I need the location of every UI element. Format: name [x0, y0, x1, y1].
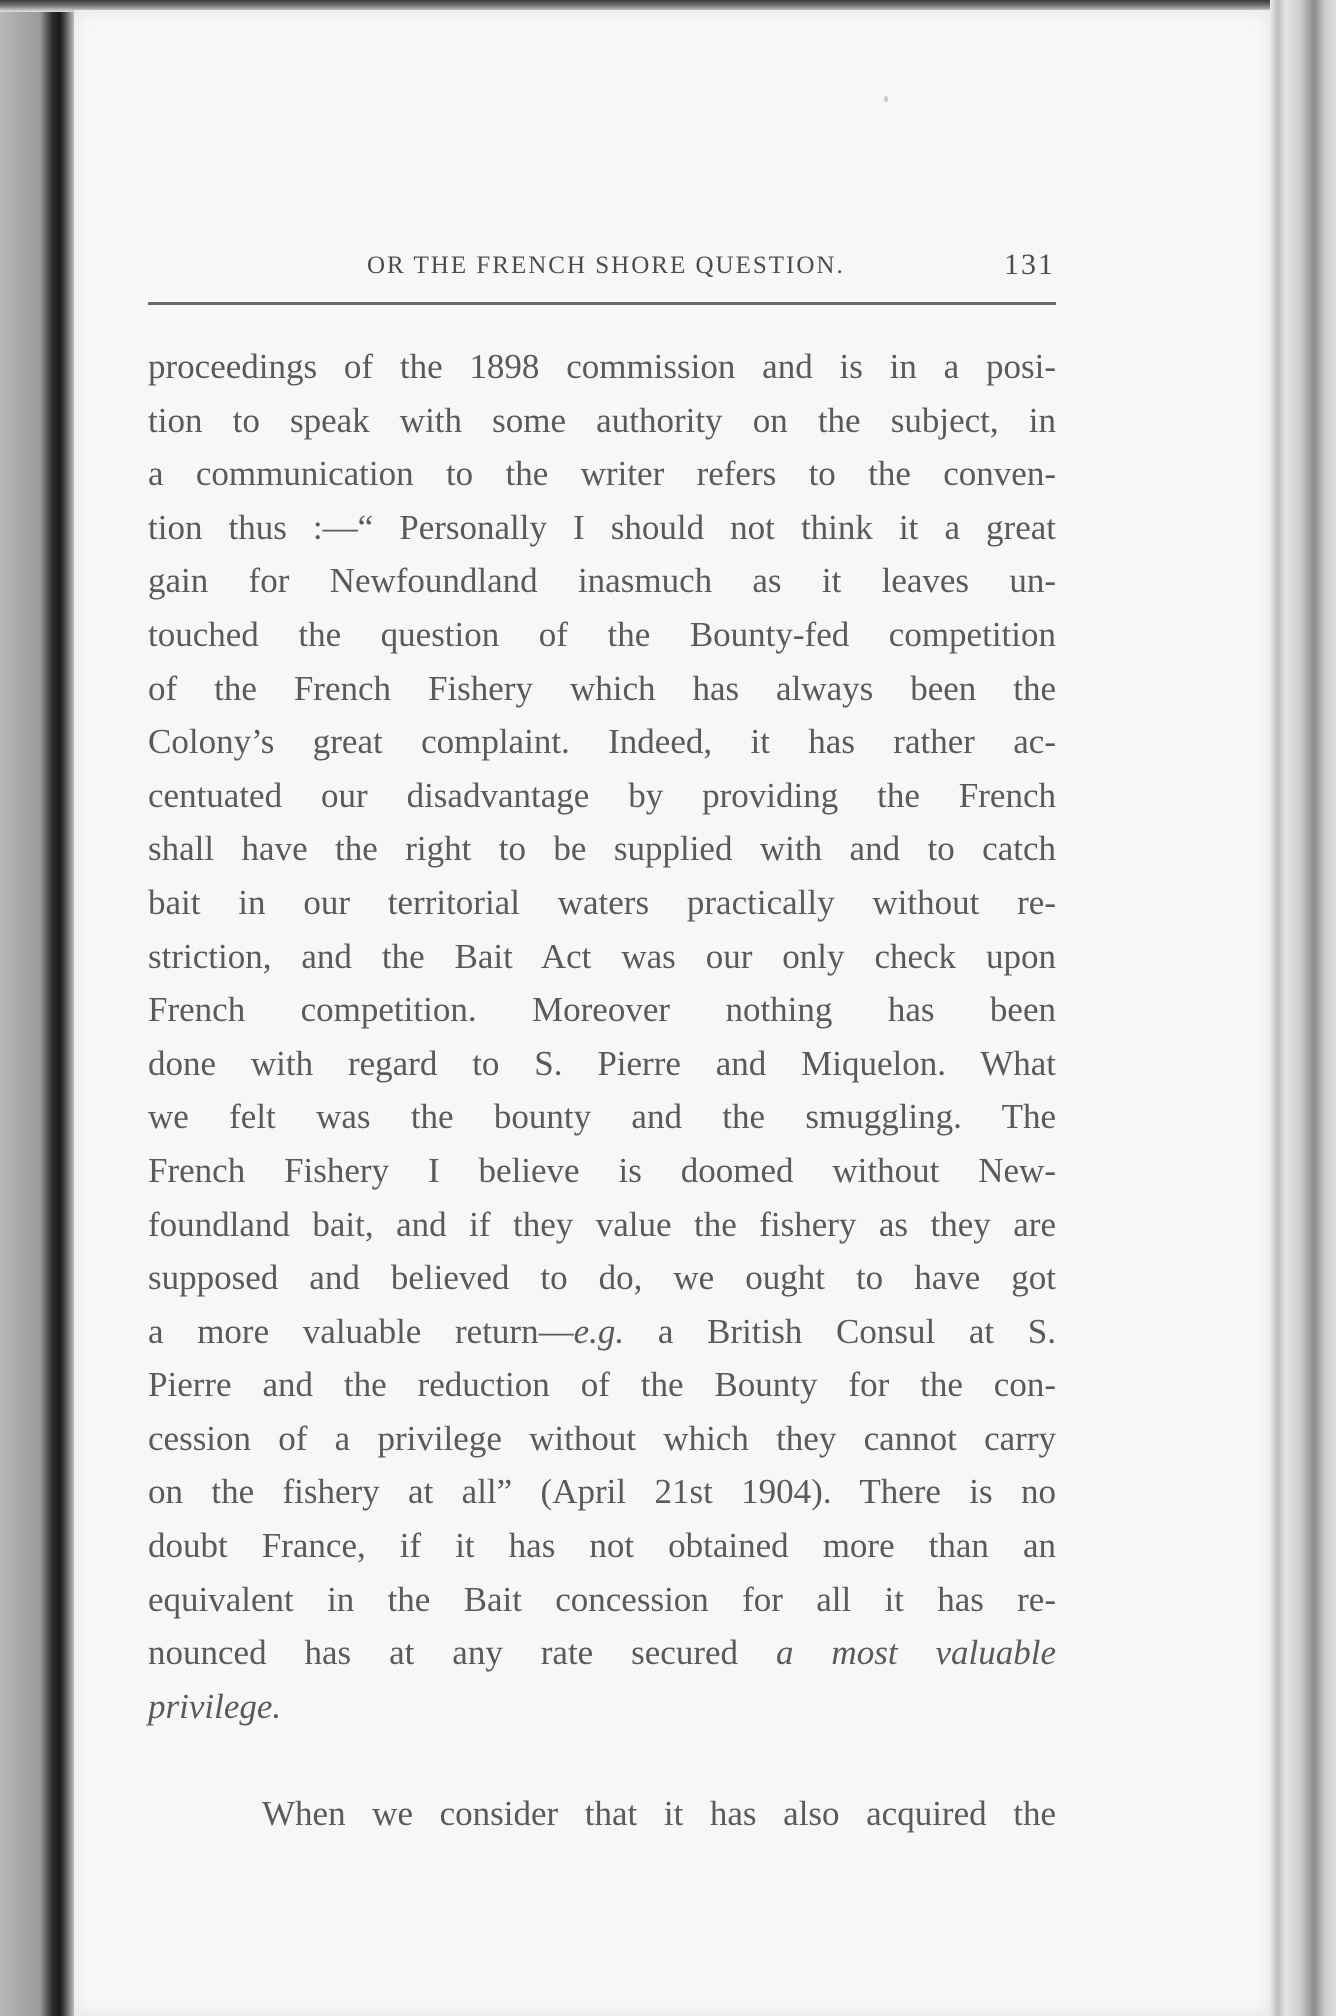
text-line: tion to speak with some authority on the subject, in: [148, 400, 1056, 440]
italic-run: a most valuable: [775, 1633, 1056, 1673]
text-line: [148, 1626, 1056, 1680]
text-line: French competition. Moreover nothing has been: [148, 990, 1056, 1030]
text-line: French Fishery I believe is doomed without New-: [148, 1150, 1056, 1190]
text-line: gain for Newfoundland inasmuch as it leaves un-: [148, 561, 1056, 601]
body-text: [148, 340, 1056, 1841]
text-line: we felt was the bounty and the smuggling. The: [148, 1097, 1056, 1137]
text-line: proceedings of the 1898 commission and is in a posi-: [148, 347, 1056, 386]
text-line: tion thus :—“ Personally I should not think it a great: [148, 507, 1056, 547]
text-line: [148, 1680, 1056, 1734]
text-line: Pierre and the reduction of the Bounty for the con-: [148, 1365, 1056, 1405]
text-line: equivalent in the Bait concession for all it has re-: [148, 1579, 1056, 1619]
text-line: of the French Fishery which has always been the: [148, 668, 1056, 708]
text-line: cession of a privilege without which they cannot carry: [148, 1418, 1056, 1458]
text-line: foundland bait, and if they value the fishery as they are: [148, 1204, 1056, 1244]
paragraph-gap: [148, 1733, 1056, 1787]
page-number: 131: [1004, 248, 1055, 281]
running-head: [148, 248, 1056, 288]
text-line: doubt France, if it has not obtained more than an: [148, 1526, 1056, 1566]
italic-run: e.g.: [573, 1311, 625, 1351]
text-line: centuated our disadvantage by providing the French: [148, 775, 1056, 815]
text-line: done with regard to S. Pierre and Miquelon. What: [148, 1043, 1056, 1083]
book-gutter-shadow: [0, 0, 78, 2016]
text-line: bait in our territorial waters practically without re-: [148, 882, 1056, 922]
text-line: [148, 1305, 1056, 1359]
text-line: on the fishery at all” (April 21st 1904). There is no: [148, 1472, 1056, 1512]
text-line: supposed and believed to do, we ought to have got: [148, 1258, 1056, 1298]
text-line: shall have the right to be supplied with and to catch: [148, 829, 1056, 869]
header-rule: [148, 302, 1056, 305]
paper-speck: [884, 96, 888, 102]
text-line: striction, and the Bait Act was our only check upon: [148, 936, 1056, 976]
text-run: nounced has at any rate secured: [148, 1633, 776, 1673]
text-line: Colony’s great complaint. Indeed, it has rather ac-: [148, 722, 1056, 762]
italic-run: privilege.: [148, 1686, 282, 1726]
text-run: a British Consul at S.: [624, 1311, 1056, 1351]
text-line: When we consider that it has also acquired the: [262, 1794, 1056, 1834]
book-page-edges: [1270, 0, 1336, 2016]
text-run: a more valuable return—: [148, 1311, 574, 1351]
text-line: a communication to the writer refers to the conven-: [148, 454, 1056, 494]
text-line: touched the question of the Bounty-fed competition: [148, 614, 1056, 654]
running-title: OR THE FRENCH SHORE QUESTION.: [367, 252, 845, 279]
